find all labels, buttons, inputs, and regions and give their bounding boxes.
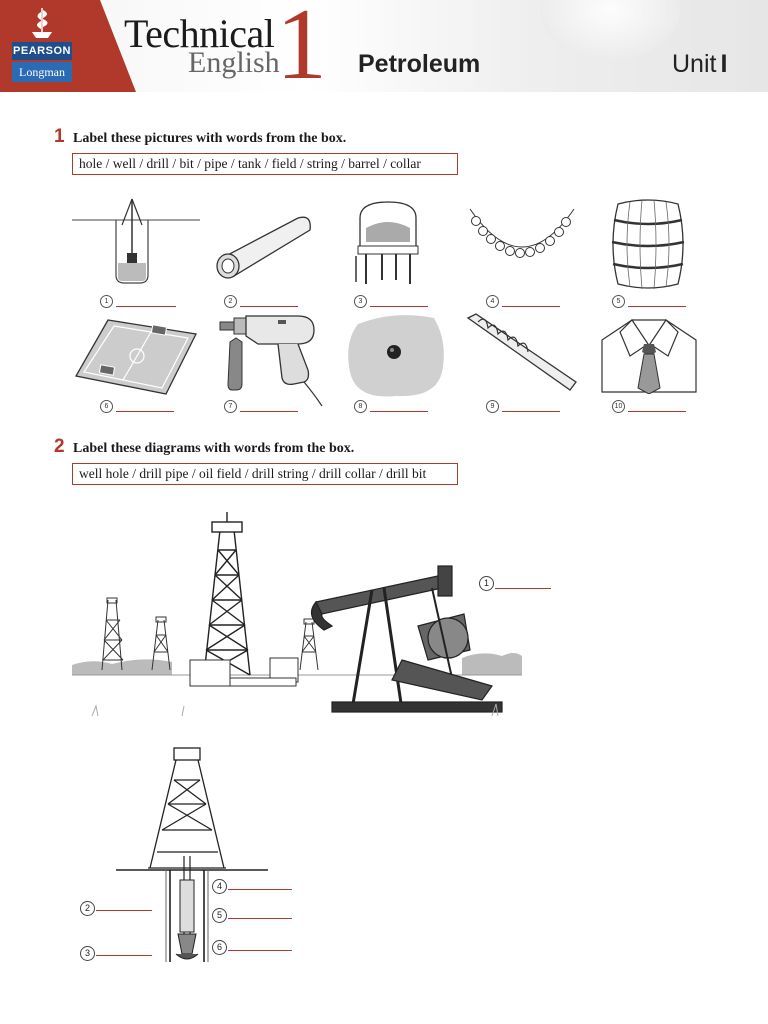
page-header: [0, 0, 768, 92]
drill-icon: [218, 312, 326, 408]
answer-line[interactable]: [495, 588, 551, 589]
picture-label-5: 5: [612, 295, 686, 308]
picture-label-6: 6: [100, 400, 174, 413]
exercise2-word-box: well hole / drill pipe / oil field / drill string / drill collar / drill bit: [72, 463, 458, 485]
bit-icon: [464, 312, 580, 392]
barrel-icon: [610, 198, 686, 290]
exercise2-instruction: Label these diagrams with words from the box.: [73, 441, 355, 456]
picture-label-1: 1: [100, 295, 176, 308]
answer-line[interactable]: [228, 889, 292, 890]
exercise1-instruction: Label these pictures with words from the box.: [73, 131, 347, 146]
well-hole-icon: [72, 195, 200, 291]
diagram-label-2: 2: [80, 901, 95, 916]
ship-icon: [30, 6, 54, 40]
answer-line[interactable]: [370, 411, 428, 412]
picture-label-9: 9: [486, 400, 560, 413]
exercise1-word-box: hole / well / drill / bit / pipe / tank / field / string / barrel / collar: [72, 153, 458, 175]
picture-label-7: 7: [224, 400, 298, 413]
picture-label-3: 3: [354, 295, 428, 308]
publisher-logo: [10, 6, 74, 82]
picture-label-2: 2: [224, 295, 298, 308]
series-title-line2: English: [188, 46, 280, 79]
answer-line[interactable]: [240, 306, 298, 307]
answer-line[interactable]: [370, 306, 428, 307]
field-icon: [74, 318, 198, 396]
answer-line[interactable]: [628, 306, 686, 307]
diagram-label-1: 1: [479, 576, 494, 591]
unit-number: I: [720, 50, 728, 78]
exercise1-number: 1: [54, 126, 65, 147]
diagram-label-4: 4: [212, 879, 227, 894]
diagram-label-6: 6: [212, 940, 227, 955]
answer-line[interactable]: [96, 955, 152, 956]
series-title-line1: Technical: [124, 11, 275, 56]
diagram-label-3: 3: [80, 946, 95, 961]
picture-label-4: 4: [486, 295, 560, 308]
logo-longman-text: Longman: [12, 62, 72, 82]
exercise2-number: 2: [54, 436, 65, 457]
answer-line[interactable]: [116, 411, 174, 412]
answer-line[interactable]: [228, 918, 292, 919]
oil-field-diagram: [72, 510, 522, 722]
tank-icon: [352, 198, 424, 288]
logo-pearson-text: PEARSON: [12, 42, 72, 60]
pipe-icon: [212, 210, 318, 284]
hole-icon: [344, 312, 448, 402]
unit-label: [672, 50, 727, 79]
answer-line[interactable]: [96, 910, 152, 911]
collar-icon: [600, 314, 698, 394]
answer-line[interactable]: [628, 411, 686, 412]
answer-line[interactable]: [116, 306, 176, 307]
diagram-label-5: 5: [212, 908, 227, 923]
answer-line[interactable]: [502, 306, 560, 307]
picture-label-10: 10: [612, 400, 686, 413]
answer-line[interactable]: [240, 411, 298, 412]
well-cross-section-diagram: [112, 744, 272, 966]
string-icon: [466, 205, 578, 271]
picture-label-8: 8: [354, 400, 428, 413]
answer-line[interactable]: [502, 411, 560, 412]
level-number: 1: [276, 0, 327, 92]
subject-title: Petroleum: [358, 50, 481, 78]
unit-word: Unit: [672, 50, 717, 78]
answer-line[interactable]: [228, 950, 292, 951]
